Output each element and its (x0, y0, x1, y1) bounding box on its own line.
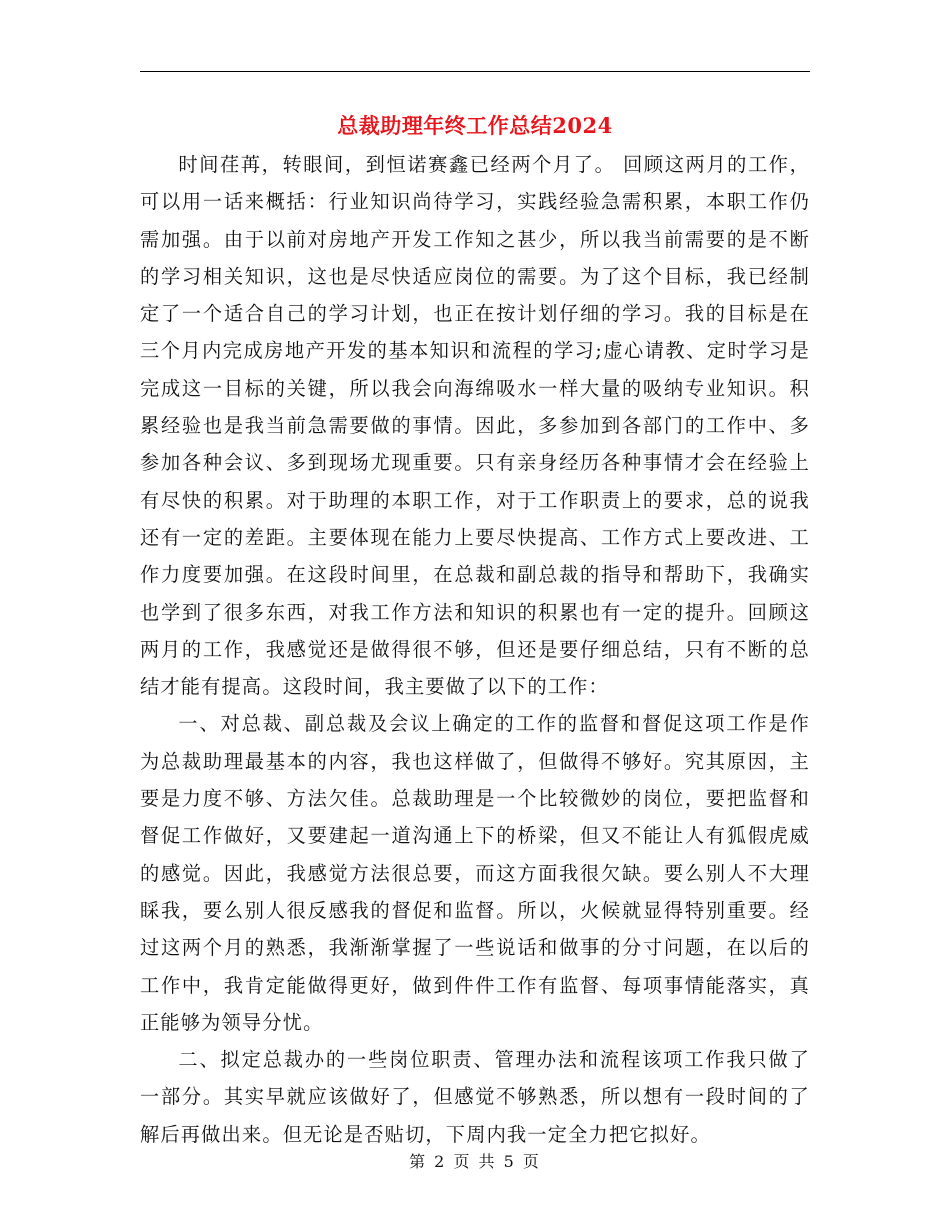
paragraph-intro: 时间荏苒，转眼间，到恒诺赛鑫已经两个月了。 回顾这两月的工作，可以用一话来概括：行业知识尚待学习，实践经验急需积累，本职工作仍需加强。由于以前对房地产开发工作知之甚少，所以我当前需要的是不断的学习相关知识，这也是尽快适应岗位的需要。为了这个目标，我已经制定了一个适合自己的学习计划，也正在按计划仔细的学习。我的目标是在三个月内完成房地产开发的基本知识和流程的学习;虚心请教、定时学习是完成这一目标的关键，所以我会向海绵吸水一样大量的吸纳专业知识。积累经验也是我当前急需要做的事情。因此，多参加到各部门的工作中、多参加各种会议、多到现场尤现重要。只有亲身经历各种事情才会在经验上有尽快的积累。对于助理的本职工作，对于工作职责上的要求，总的说我还有一定的差距。主要体现在能力上要尽快提高、工作方式上要改进、工作力度要加强。在这段时间里，在总裁和副总裁的指导和帮助下，我确实也学到了很多东西，对我工作方法和知识的积累也有一定的提升。回顾这两月的工作，我感觉还是做得很不够，但还是要仔细总结，只有不断的总结才能有提高。这段时间，我主要做了以下的工作： (140, 153, 810, 699)
page-number-footer: 第 2 页 共 5 页 (409, 1152, 541, 1171)
header-rule (140, 71, 810, 72)
paragraph-item-1: 一、对总裁、副总裁及会议上确定的工作的监督和督促这项工作是作为总裁助理最基本的内容，我也这样做了，但做得不够好。究其原因，主要是力度不够、方法欠佳。总裁助理是一个比较微妙的岗位，要把监督和督促工作做好，又要建起一道沟通上下的桥梁，但又不能让人有狐假虎威的感觉。因此，我感觉方法很总要，而这方面我很欠缺。要么别人不大理睬我，要么别人很反感我的督促和监督。所以，火候就显得特别重要。经过这两个月的熟悉，我渐渐掌握了一些说话和做事的分寸问题，在以后的工作中，我肯定能做得更好，做到件件工作有监督、每项事情能落实，真正能够为领导分忧。 (140, 712, 810, 1034)
document-title: 总裁助理年终工作总结2024 (337, 113, 613, 138)
paragraph-item-2: 二、拟定总裁办的一些岗位职责、管理办法和流程该项工作我只做了一部分。其实早就应该做好了，但感觉不够熟悉，所以想有一段时间的了解后再做出来。但无论是否贴切，下周内我一定全力把它拟好。 (140, 1048, 810, 1146)
document-body (140, 146, 810, 1153)
